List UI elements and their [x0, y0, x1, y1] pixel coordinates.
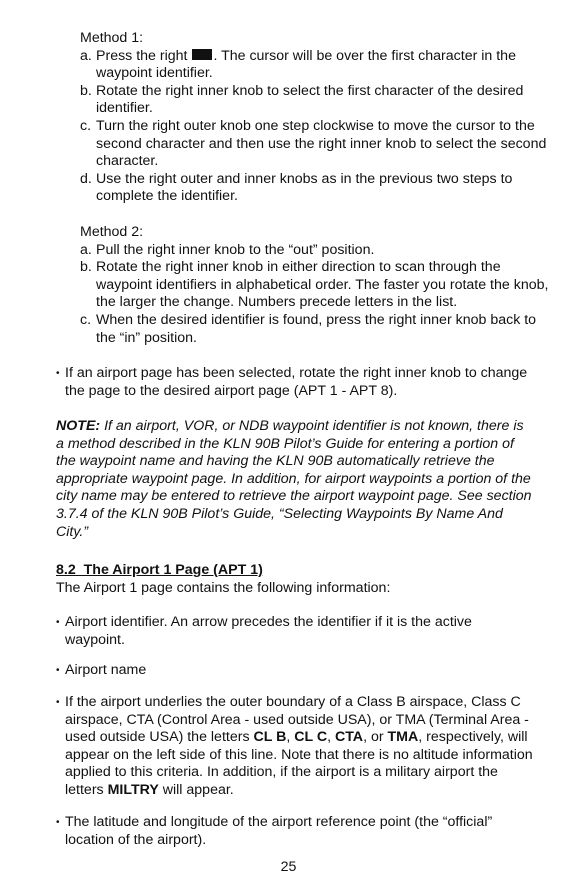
airspace-miltry: MILTRY: [107, 781, 159, 798]
section-intro: The Airport 1 page contains the following information:: [56, 580, 391, 596]
step-b-text: Rotate the right inner knob to select the first character of the desired identifier.: [96, 82, 524, 117]
list-item: [56, 365, 534, 400]
list-item: [56, 662, 534, 680]
cursor-key-icon: [192, 49, 212, 60]
step-letter: c.: [80, 117, 92, 134]
step-letter: a.: [80, 241, 92, 258]
section-heading: 8.2 The Airport 1 Page (APT 1): [56, 562, 263, 578]
airport-page-bullet: [56, 365, 534, 400]
step-a-text: Pull the right inner knob to the “out” position.: [96, 241, 375, 258]
method-1-step-d: [80, 171, 550, 206]
method-1-step-b: [80, 83, 550, 118]
airspace-sep-3: , or: [363, 729, 388, 746]
airspace-sep-2: ,: [327, 729, 335, 746]
list-item: [56, 614, 534, 649]
bullet-icon: •: [56, 368, 60, 379]
list-item: [56, 814, 534, 849]
airspace-text-3: will appear.: [158, 781, 234, 798]
bullet-icon: •: [56, 665, 60, 676]
step-b-text: Rotate the right inner knob in either direction to scan through the waypoint identifiers in alphabetical order. The faster you rotate the knob, the larger the change. Numbers precede letters in the list.: [96, 259, 549, 311]
method-1-title: Method 1:: [80, 30, 144, 46]
airspace-text-2: , respectively, will appear on the left side of this line. Note that there is no altitude information applied to this criteria. In addition, if the airport is a military airport the letters: [65, 729, 533, 798]
airspace-clc: CL C: [294, 729, 328, 746]
step-c-text: When the desired identifier is found, press the right inner knob back to the “in” position.: [96, 311, 537, 346]
note-text: If an airport, VOR, or NDB waypoint identifier is not known, there is a method described in the KLN 90B Pilot’s Guide for entering a portion of the waypoint name and having the KLN 90B automatically retrieve the appropriate waypoint page. In addition, for airport waypoints a portion of the city name may be entered to retrieve the airport waypoint page. See section 3.7.4 of the KLN 90B Pilot’s Guide, “Selecting Waypoints By Name And City.”: [56, 418, 532, 540]
method-1-step-c: [80, 118, 550, 171]
airspace-cta: CTA: [334, 729, 364, 746]
method-2-step-a: [80, 242, 550, 260]
airspace-text-1: If the airport underlies the outer boundary of a Class B airspace, Class C airspace, CTA (Control Area - used outside USA), or TMA (Terminal Area - used outside USA) the letters: [65, 694, 529, 746]
step-letter: b.: [80, 259, 92, 276]
airspace-sep-1: ,: [286, 729, 295, 746]
method-1-step-a: [80, 48, 550, 83]
airspace-tma: TMA: [387, 729, 419, 746]
note-paragraph: [56, 418, 532, 541]
method-2-step-c: [80, 312, 550, 347]
airspace-clb: CL B: [253, 729, 287, 746]
list-item: [56, 694, 534, 800]
item-name: [56, 662, 534, 680]
item-identifier: [56, 614, 534, 649]
step-a-text-post: . The cursor will be over the first character in the waypoint identifier.: [96, 47, 516, 82]
method-1: [80, 30, 550, 206]
note-label: NOTE:: [56, 418, 101, 434]
bullet-icon: •: [56, 697, 60, 708]
step-d-text: Use the right outer and inner knobs as in the previous two steps to complete the identifier.: [96, 170, 513, 205]
list-item-text: If an airport page has been selected, rotate the right inner knob to change the page to the desired airport page (APT 1 - APT 8).: [65, 365, 528, 399]
step-letter: c.: [80, 311, 92, 328]
method-2: [80, 224, 550, 347]
step-c-text: Turn the right outer knob one step clockwise to move the cursor to the second character and then use the right inner knob to select the second character.: [96, 117, 547, 170]
step-letter: a.: [80, 47, 92, 64]
step-letter: b.: [80, 82, 92, 99]
bullet-icon: •: [56, 617, 60, 628]
method-2-step-b: [80, 259, 550, 312]
page-number: 25: [280, 859, 297, 875]
method-2-title: Method 2:: [80, 224, 144, 240]
step-letter: d.: [80, 170, 92, 187]
list-item-text: Airport identifier. An arrow precedes the identifier if it is the active waypoint.: [65, 614, 472, 648]
list-item-text: The latitude and longitude of the airport reference point (the “official” location of the airport).: [65, 814, 493, 848]
item-latlon: [56, 814, 534, 849]
list-item-text: Airport name: [65, 662, 147, 678]
step-a-text-pre: Press the right: [96, 47, 188, 64]
item-airspace: [56, 694, 534, 800]
bullet-icon: •: [56, 817, 60, 828]
